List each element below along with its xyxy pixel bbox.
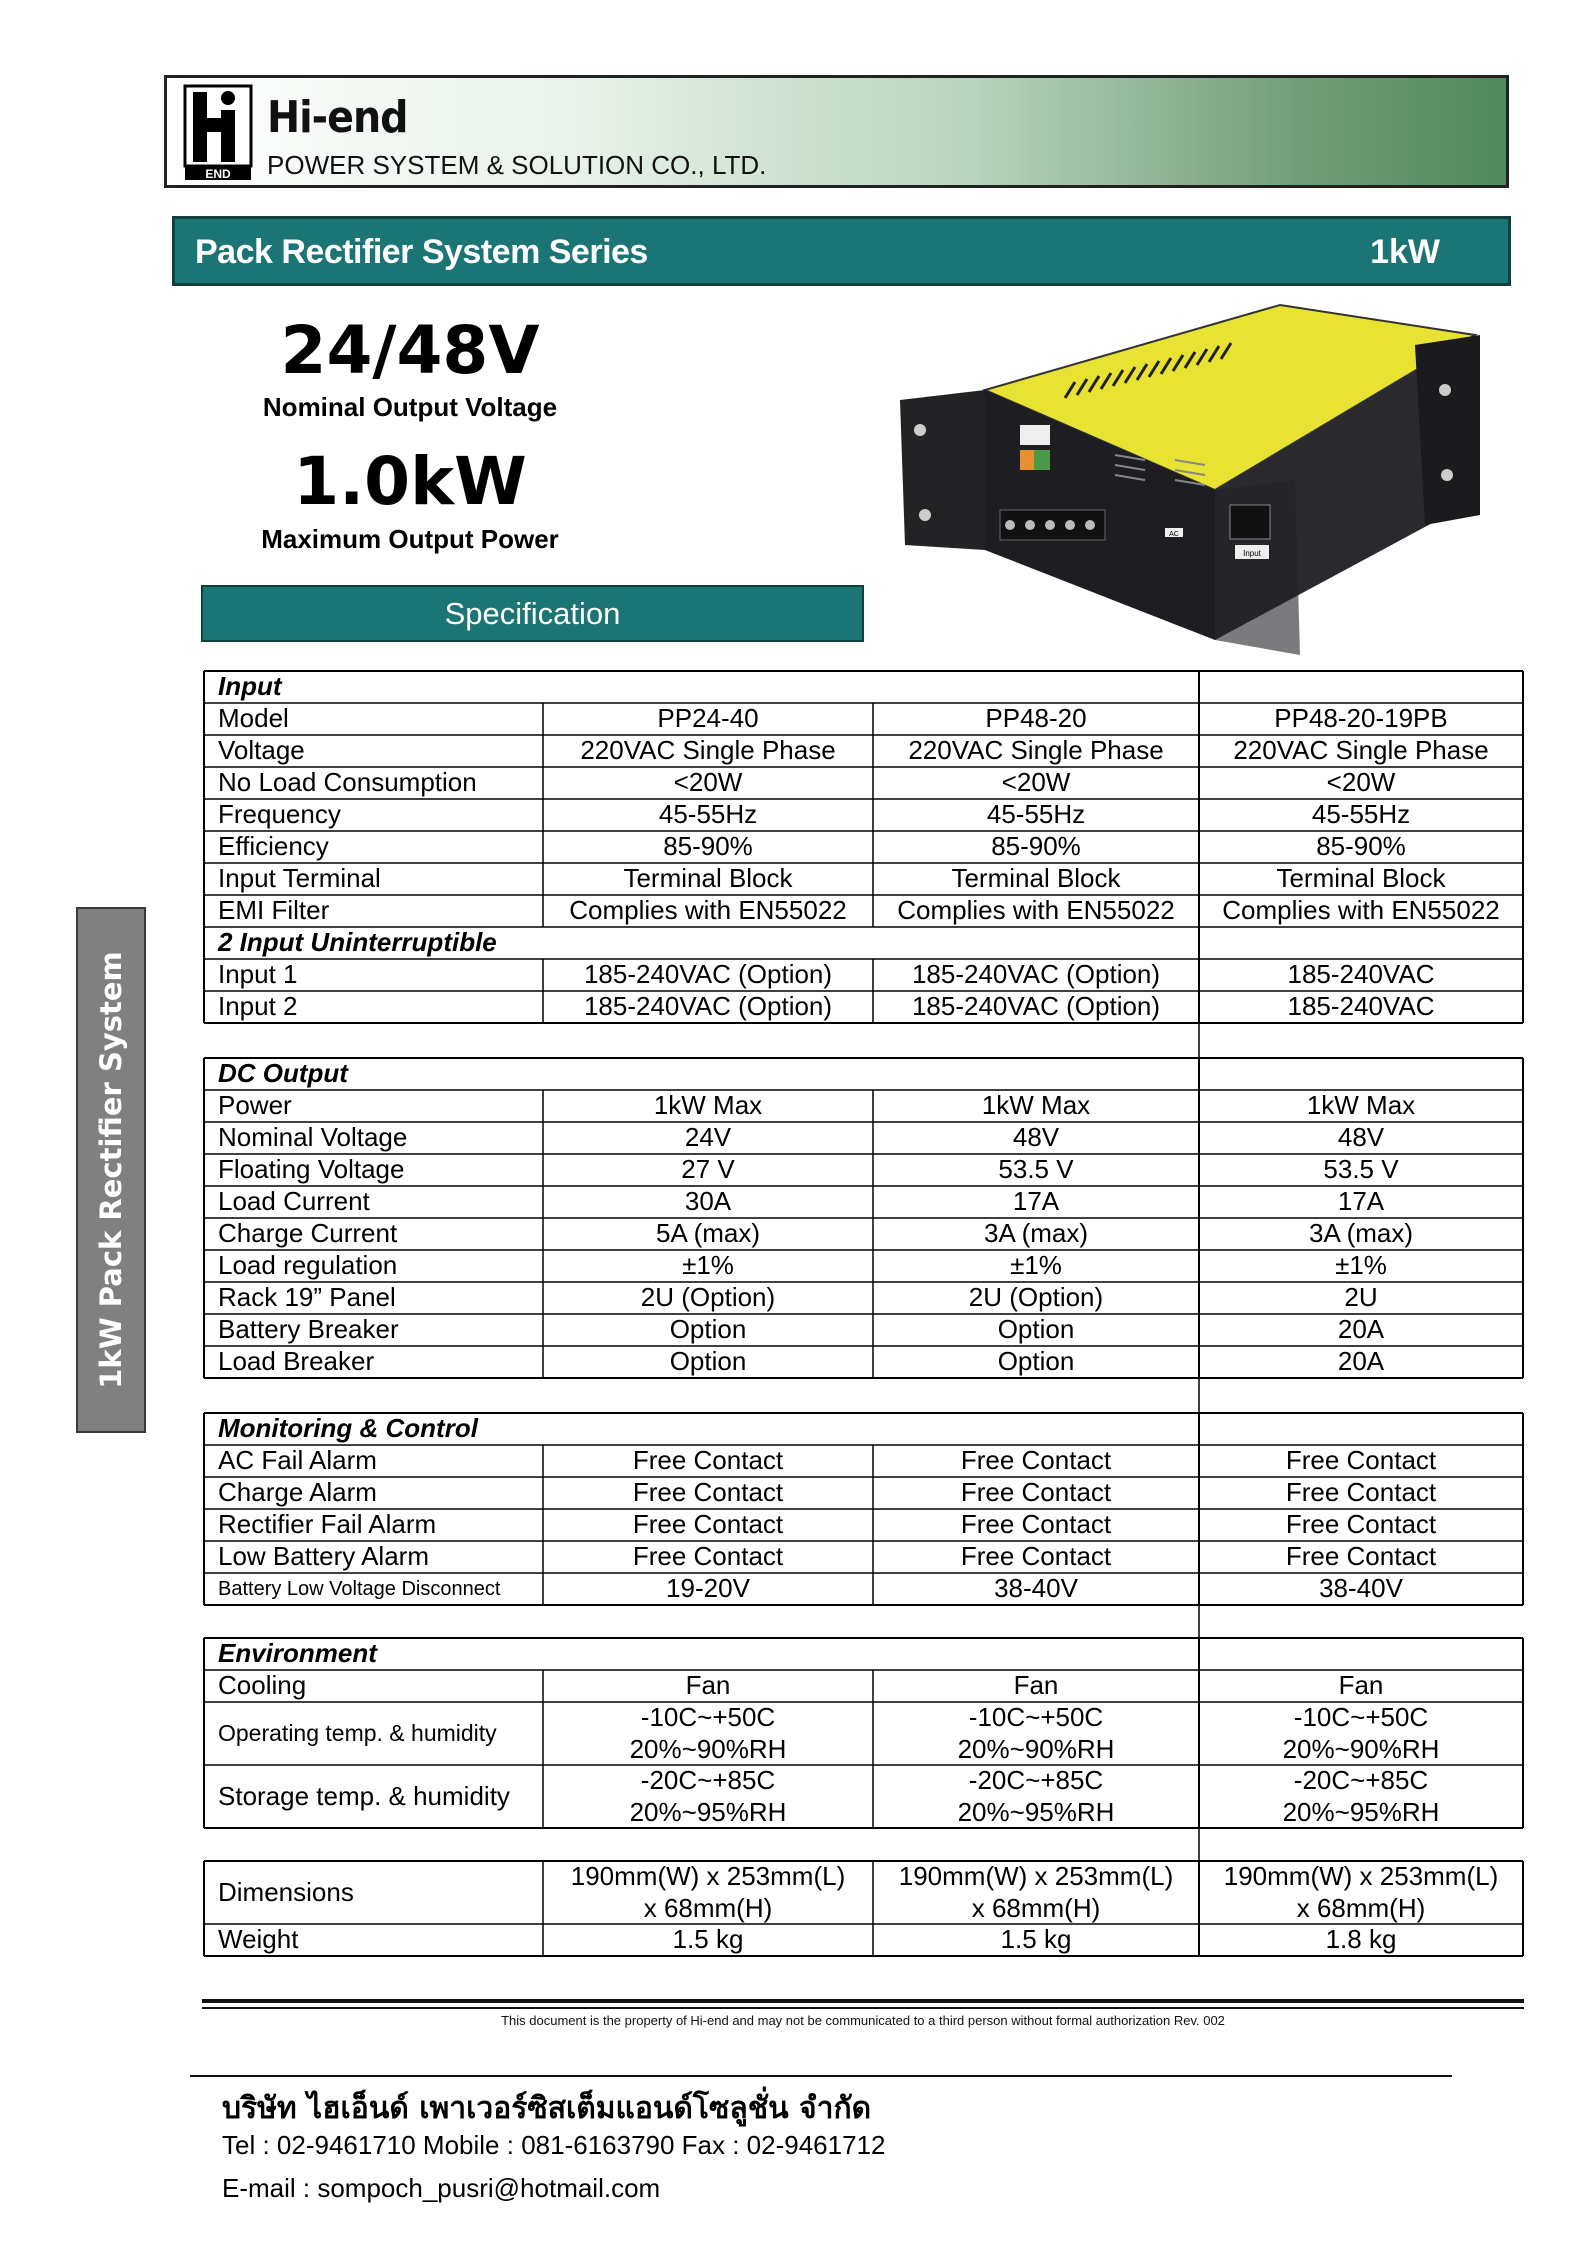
table-cell: Free Contact [960,1541,1112,1572]
table-row [204,767,1523,799]
table-cell: Complies with EN55022 [1222,895,1500,926]
cell-line: -10C~+50C [1293,1702,1429,1732]
table-row [204,1413,1523,1445]
row-label: Environment [218,1638,377,1669]
table-cell: 1kW Max [653,1090,763,1121]
cell-line: 20%~95%RH [629,1796,787,1827]
hi-end-logo [183,84,253,182]
table-cell: 2U [1344,1282,1378,1313]
table-row [204,895,1523,927]
table-cell: 220VAC Single Phase [580,735,836,766]
table-cell: 24V [684,1122,732,1153]
rectifier-product-image [885,300,1480,660]
row-label: Efficiency [218,831,329,862]
table-cell: 20A [1337,1346,1385,1377]
table-cell: Free Contact [632,1445,784,1476]
table-cell: <20W [1001,767,1071,798]
table-row [204,927,1523,959]
side-tab-label: 1kW Pack Rectifier System [94,951,128,1389]
row-label: Rectifier Fail Alarm [218,1509,437,1540]
table-cell: 38-40V [994,1573,1078,1604]
table-cell: 1.5 kg [1000,1924,1072,1955]
row-label: EMI Filter [218,895,330,926]
table-cell: ±1% [682,1250,734,1281]
row-label: Input 1 [218,959,298,990]
table-row [204,1541,1523,1573]
table-cell: 45-55Hz [986,799,1086,830]
table-cell: PP24-40 [657,703,759,734]
table-cell: Free Contact [1285,1477,1437,1508]
table-cell: 27 V [681,1154,735,1185]
table-row [204,1058,1523,1090]
table-cell [873,1413,1199,1445]
table-row [204,1282,1523,1314]
row-label: Rack 19” Panel [218,1282,396,1313]
table-cell: Complies with EN55022 [897,895,1175,926]
table-cell: Free Contact [632,1509,784,1540]
cell-line: 20%~95%RH [1282,1796,1440,1827]
row-label: Load regulation [218,1250,398,1281]
table-cell [543,1861,873,1924]
table-cell: Free Contact [632,1477,784,1508]
table-cell: 3A (max) [1308,1218,1414,1249]
table-row [204,1445,1523,1477]
table-cell: Free Contact [1285,1541,1437,1572]
table-cell: Fan [1013,1670,1059,1701]
cell-line: 20%~90%RH [629,1733,787,1764]
table-row [204,1765,1523,1828]
table-row [204,831,1523,863]
table-cell: ±1% [1335,1250,1387,1281]
table-cell: Terminal Block [1276,863,1446,894]
table-cell: 17A [1337,1186,1385,1217]
cell-line: 20%~90%RH [1282,1733,1440,1764]
row-label: Monitoring & Control [218,1413,478,1444]
table-cell: 1.5 kg [672,1924,744,1955]
brand-subtitle: POWER SYSTEM & SOLUTION CO., LTD. [267,150,767,180]
company-header [164,75,1509,188]
table-cell [543,671,873,703]
svg-text:END: END [205,167,231,181]
series-power: 1kW [1370,233,1440,271]
table-cell: ±1% [1010,1250,1062,1281]
row-label: Battery Low Voltage Disconnect [218,1577,501,1600]
series-banner [172,216,1511,286]
company-name-thai: บริษัท ไฮเอ็นด์ เพาเวอร์ซิสเต็มแอนด์โซลูชั่น จำกัด [222,2091,872,2126]
table-cell [543,1765,873,1828]
table-cell [1199,1765,1523,1828]
table-cell: Free Contact [1285,1445,1437,1476]
footer-rule-thin [202,2007,1524,2009]
row-label: Battery Breaker [218,1314,399,1345]
table-cell: Fan [685,1670,731,1701]
table-cell: 38-40V [1319,1573,1403,1604]
cell-line: -10C~+50C [968,1702,1104,1732]
table-cell: 1kW Max [1306,1090,1416,1121]
table-cell: 85-90% [1316,831,1406,862]
table-row [204,1186,1523,1218]
table-row [204,1924,1523,1956]
table-row [204,1250,1523,1282]
row-label: Storage temp. & humidity [218,1780,510,1811]
table-cell: Option [997,1346,1075,1377]
table-cell [543,1702,873,1765]
table-cell [1199,927,1523,959]
row-label: Input Terminal [218,863,381,894]
row-label: Weight [218,1924,299,1955]
table-row [204,1154,1523,1186]
table-cell [1199,671,1523,703]
table-cell: 185-240VAC (Option) [911,991,1161,1022]
table-cell: 1kW Max [981,1090,1091,1121]
nominal-voltage-value: 24/48V [280,312,540,389]
table-cell: 30A [684,1186,732,1217]
row-label: Charge Alarm [218,1477,377,1508]
table-cell [1199,1861,1523,1924]
cell-line: -10C~+50C [640,1702,776,1732]
table-cell: 5A (max) [655,1218,761,1249]
table-row [204,959,1523,991]
table-cell: Free Contact [960,1477,1112,1508]
row-label: Charge Current [218,1218,398,1249]
disclaimer: This document is the property of Hi-end and may not be communicated to a third person without formal authorization Rev. 002 [501,2013,1225,2028]
row-label: AC Fail Alarm [218,1445,377,1476]
table-row [204,1122,1523,1154]
table-cell: Free Contact [960,1509,1112,1540]
input-label: Input [1243,549,1261,558]
table-row [204,1218,1523,1250]
table-cell: 17A [1012,1186,1060,1217]
row-label: Operating temp. & humidity [218,1720,497,1747]
cell-line: x 68mm(H) [643,1892,773,1923]
specification-heading: Specification [201,585,864,642]
table-row [204,863,1523,895]
table-cell: PP48-20-19PB [1274,703,1448,734]
table-cell [873,1702,1199,1765]
table-cell: 185-240VAC (Option) [583,959,833,990]
table-cell [543,927,873,959]
row-label: 2 Input Uninterruptible [218,927,497,958]
row-label: Load Current [218,1186,370,1217]
row-label: DC Output [218,1058,348,1089]
row-label: No Load Consumption [218,767,477,798]
table-row [204,671,1523,703]
cell-line: 190mm(W) x 253mm(L) [1223,1861,1499,1891]
table-cell: 2U (Option) [640,1282,776,1313]
cell-line: -20C~+85C [1293,1765,1429,1795]
row-label: Cooling [218,1670,307,1701]
table-row [204,1477,1523,1509]
brand-name: Hi-end [267,92,408,143]
table-row [204,1314,1523,1346]
table-cell: Free Contact [632,1541,784,1572]
table-cell: 3A (max) [983,1218,1089,1249]
table-cell: 85-90% [991,831,1081,862]
table-cell: Terminal Block [951,863,1121,894]
row-label: Load Breaker [218,1346,375,1377]
table-cell: 85-90% [663,831,753,862]
max-power-value: 1.0kW [293,443,527,520]
table-cell: <20W [1326,767,1396,798]
cell-line: -20C~+85C [640,1765,776,1795]
cell-line: x 68mm(H) [971,1892,1101,1923]
cell-line: 20%~95%RH [957,1796,1115,1827]
nominal-voltage-label: Nominal Output Voltage [262,392,558,422]
table-cell: Option [669,1314,747,1345]
contact-divider [190,2075,1452,2077]
table-row [204,735,1523,767]
ac-label: AC [1169,531,1179,538]
table-cell: Free Contact [960,1445,1112,1476]
cell-line: 190mm(W) x 253mm(L) [898,1861,1174,1891]
table-cell: Terminal Block [623,863,793,894]
table-cell [1199,1413,1523,1445]
table-cell: 185-240VAC [1287,991,1435,1022]
table-cell: Fan [1338,1670,1384,1701]
table-cell: <20W [673,767,743,798]
table-cell [873,1765,1199,1828]
row-label: Input 2 [218,991,298,1022]
table-cell: 220VAC Single Phase [908,735,1164,766]
table-cell: Free Contact [1285,1509,1437,1540]
row-label: Low Battery Alarm [218,1541,429,1572]
table-cell: 20A [1337,1314,1385,1345]
table-cell: 2U (Option) [968,1282,1104,1313]
table-cell: Complies with EN55022 [569,895,847,926]
max-power-label: Maximum Output Power [261,524,559,554]
table-cell: PP48-20 [985,703,1087,734]
table-cell: 48V [1012,1122,1060,1153]
table-cell [543,1638,873,1670]
table-cell [1199,1702,1523,1765]
table-cell: 48V [1337,1122,1385,1153]
table-row [204,1090,1523,1122]
table-cell [873,1861,1199,1924]
side-tab [76,907,146,1433]
table-row [204,1861,1523,1924]
table-cell: Option [997,1314,1075,1345]
table-cell [543,1413,873,1445]
row-label: Frequency [218,799,341,830]
table-row [204,1638,1523,1670]
table-row [204,799,1523,831]
row-label: Voltage [218,735,305,766]
table-cell: 220VAC Single Phase [1233,735,1489,766]
table-cell: 45-55Hz [658,799,758,830]
table-row [204,1702,1523,1765]
table-cell: 185-240VAC (Option) [911,959,1161,990]
table-cell: 45-55Hz [1311,799,1411,830]
table-row [204,991,1523,1023]
email-line: E-mail : sompoch_pusri@hotmail.com [222,2173,661,2203]
cell-line: 190mm(W) x 253mm(L) [570,1861,846,1891]
table-cell: 185-240VAC (Option) [583,991,833,1022]
footer-rule [202,1999,1524,2003]
row-label: Input [218,671,282,702]
table-row [204,1509,1523,1541]
cell-line: -20C~+85C [968,1765,1104,1795]
table-cell: 53.5 V [1323,1154,1399,1185]
row-label: Dimensions [218,1876,354,1907]
table-cell [873,1058,1199,1090]
row-label: Power [218,1090,292,1121]
table-row [204,1346,1523,1378]
table-row [204,1573,1523,1605]
table-cell [1199,1638,1523,1670]
series-title: Pack Rectifier System Series [195,233,648,271]
table-cell: 185-240VAC [1287,959,1435,990]
cell-line: 20%~90%RH [957,1733,1115,1764]
table-cell: 19-20V [666,1573,750,1604]
table-cell [873,1638,1199,1670]
table-cell: 1.8 kg [1325,1924,1397,1955]
phone-line: Tel : 02-9461710 Mobile : 081-6163790 Fax : 02-9461712 [222,2130,886,2160]
table-cell [873,671,1199,703]
row-label: Nominal Voltage [218,1122,408,1153]
table-row [204,703,1523,735]
cell-line: x 68mm(H) [1296,1892,1426,1923]
table-cell [1199,1058,1523,1090]
table-row [204,1670,1523,1702]
row-label: Floating Voltage [218,1154,405,1185]
table-cell [543,1058,873,1090]
row-label: Model [218,703,289,734]
table-cell: Option [669,1346,747,1377]
table-cell: 53.5 V [998,1154,1074,1185]
table-cell [873,927,1199,959]
